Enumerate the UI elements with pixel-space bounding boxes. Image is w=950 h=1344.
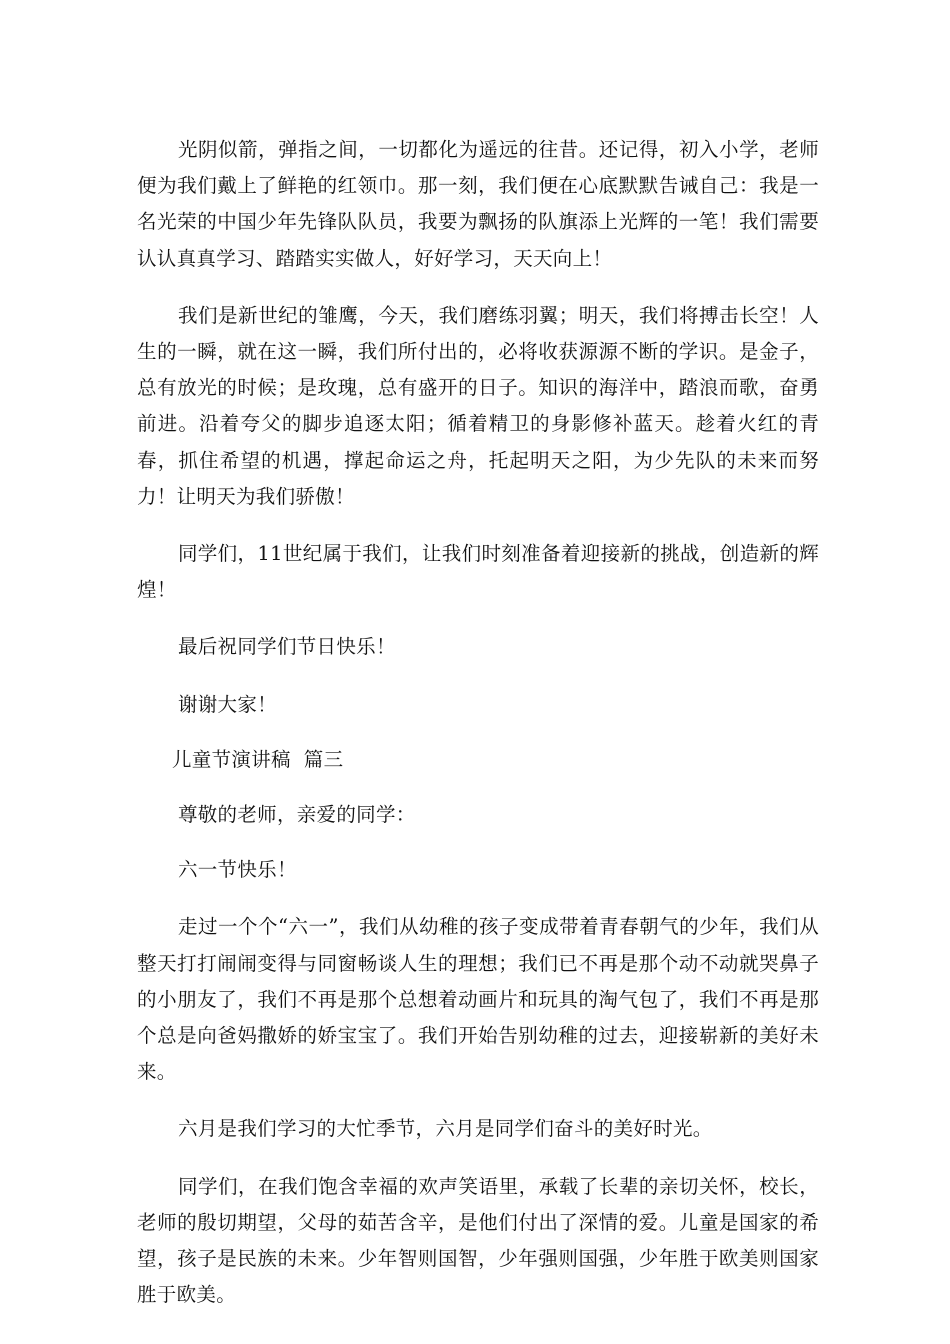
paragraph-june-study: 六月是我们学习的大忙季节，六月是同学们奋斗的美好时光。 xyxy=(177,1117,713,1141)
paragraph-hope-of-nation: 同学们，在我们饱含幸福的欢声笑语里，承载了长辈的亲切关怀，校长，老师的殷切期望，父母的茹苦含辛，是他们付出了深情的爱。儿童是国家的希望，孩子是民族的未来。少年智则国智，少年强则国强，少年胜于欧美则国家胜于欧美。 xyxy=(137,1174,819,1307)
paragraph-young-eagles: 我们是新世纪的雏鹰，今天，我们磨练羽翼；明天，我们将搏击长空！人生的一瞬，就在这一瞬，我们所付出的，必将收获源源不断的学识。是金子，总有放光的时候；是玫瑰，总有盛开的日子。知识的海洋中，踏浪而歌，奋勇前进。沿着夸父的脚步追逐太阳；循着精卫的身影修补蓝天。趁着火红的青春，抓住希望的机遇，撑起命运之舟，托起明天之阳，为少先队的未来而努力！让明天为我们骄傲！ xyxy=(137,303,819,508)
section-heading: 儿童节演讲稿 篇三 xyxy=(172,747,344,771)
paragraph-new-century: 同学们，11世纪属于我们，让我们时刻准备着迎接新的挑战，创造新的辉煌！ xyxy=(137,542,819,602)
paragraph-time-flies: 光阴似箭，弹指之间，一切都化为遥远的往昔。还记得，初入小学，老师便为我们戴上了鲜艳的红领巾。那一刻，我们便在心底默默告诫自己：我是一名光荣的中国少年先锋队队员，我要为飘扬的队旗添上光辉的一笔！我们需要认认真真学习、踏踏实实做人，好好学习，天天向上！ xyxy=(137,138,819,270)
paragraph-growing-up: 走过一个个“六一”，我们从幼稚的孩子变成带着青春朝气的少年，我们从整天打打闹闹变得与同窗畅谈人生的理想；我们已不再是那个动不动就哭鼻子的小朋友了，我们不再是那个总想着动画片和玩具的淘气包了，我们不再是那个总是向爸妈撒娇的娇宝宝了。我们开始告别幼稚的过去，迎接崭新的美好未来。 xyxy=(137,915,819,1084)
paragraph-thanks: 谢谢大家！ xyxy=(177,692,277,716)
paragraph-greeting: 尊敬的老师，亲爱的同学： xyxy=(177,803,416,827)
paragraph-happy-holiday: 最后祝同学们节日快乐！ xyxy=(177,635,396,659)
paragraph-happy-june-first: 六一节快乐！ xyxy=(177,858,297,882)
document-body xyxy=(137,132,819,1313)
